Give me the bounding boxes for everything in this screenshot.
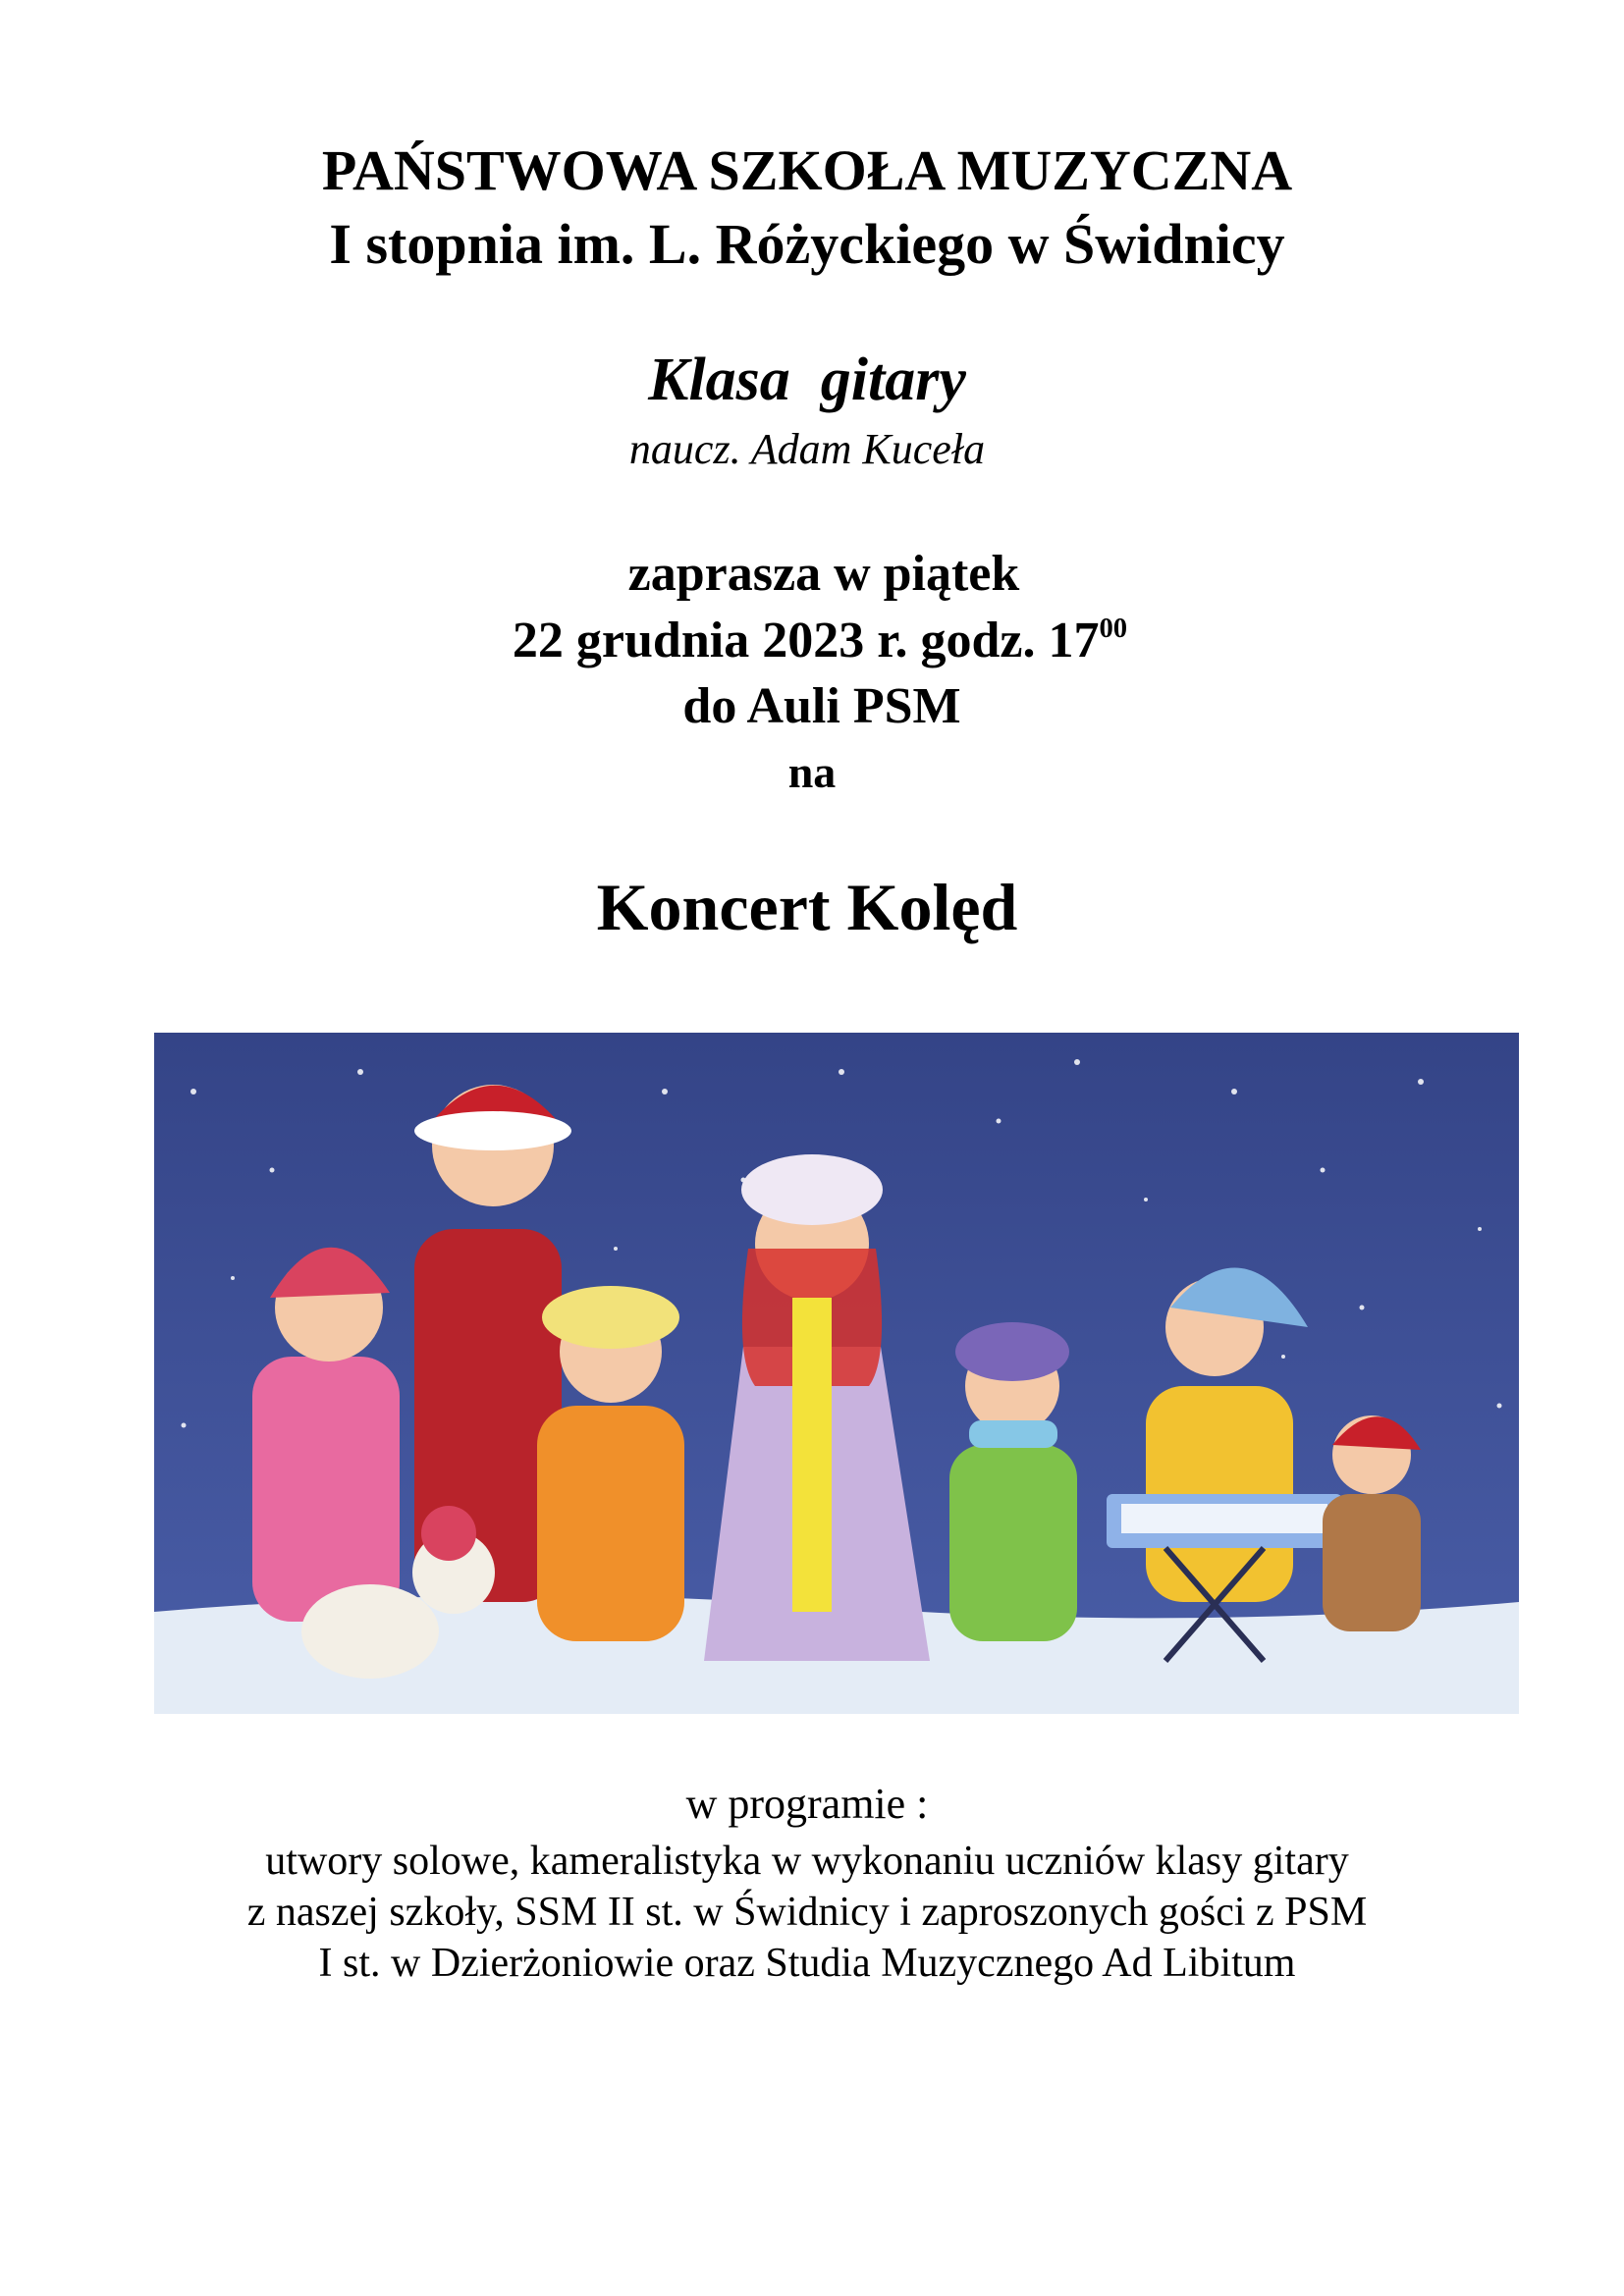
event-date: [8, 612, 1624, 669]
program-line-3: I st. w Dzierżoniowie oraz Studia Muzycznego Ad Libitum: [318, 1941, 1296, 1986]
small-child-figure: [1323, 1415, 1421, 1631]
event-date-text: 22 grudnia 2023 r. godz. 17: [512, 613, 1100, 668]
class-title: Klasa gitary: [648, 347, 966, 413]
invitation-line: zaprasza w piątek: [627, 546, 1020, 602]
program-line-2: z naszej szkoły, SSM II st. w Świdnicy i zaproszonych gości z PSM: [246, 1890, 1368, 1935]
school-name: PAŃSTWOWA SZKOŁA MUZYCZNA: [321, 138, 1293, 202]
school-subtitle: I stopnia im. L. Różyckiego w Świdnicy: [329, 212, 1285, 276]
event-time-minutes: 00: [1099, 613, 1128, 644]
teacher-name: naucz. Adam Kuceła: [628, 425, 986, 473]
program-heading: w programie :: [685, 1780, 929, 1828]
program-line-1: utwory solowe, kameralistyka w wykonaniu uczniów klasy gitary: [265, 1839, 1349, 1884]
carol-singers-illustration: [154, 1033, 1519, 1714]
event-venue: do Auli PSM: [682, 678, 961, 734]
na-word: na: [787, 747, 837, 797]
concert-title: Koncert Kolęd: [596, 870, 1018, 944]
